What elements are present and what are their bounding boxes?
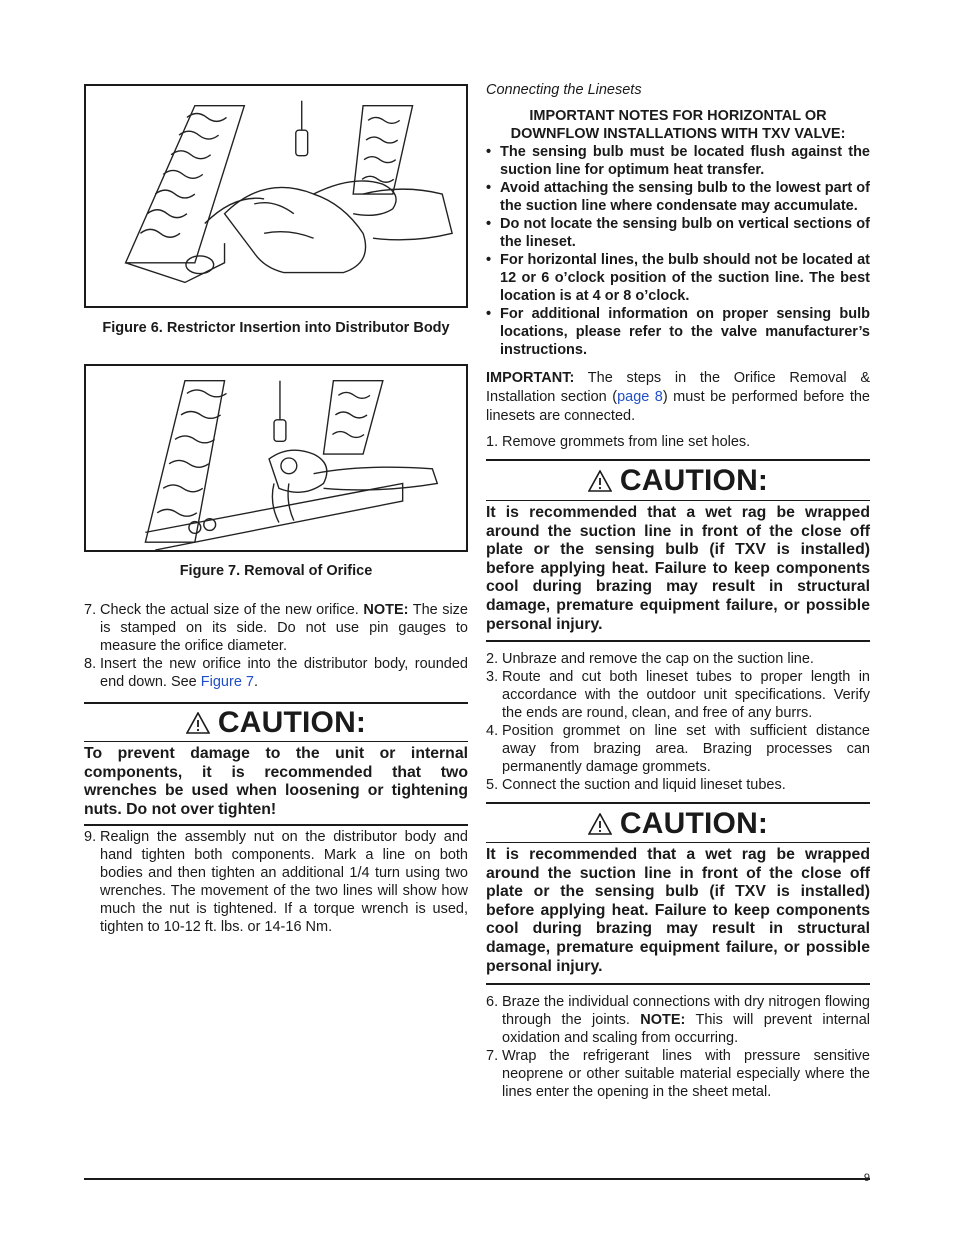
caution-1-text: To prevent damage to the unit or internal components, it is recommended that two wrenches be used when loosening or tightening nuts. Do not over tighten! <box>84 745 468 818</box>
warning-triangle-icon <box>186 712 210 734</box>
list-item: 3. Route and cut both lineset tubes to proper length in accordance with the outdoor unit specifications. Verify the ends are round, clean, and free of any burrs. <box>486 669 870 721</box>
list-item: 6. Braze the individual connections with dry nitrogen flowing through the joints. NOTE: This will prevent internal oxidation and scaling from occurring. <box>486 994 870 1046</box>
list-item: 7. Wrap the refrigerant lines with pressure sensitive neoprene or other suitable material especially where the lines enter the opening in the sheet metal. <box>486 1048 870 1100</box>
caution-2-bottom-rule <box>486 640 870 642</box>
caution-1-title-rule <box>84 741 468 742</box>
caution-2-title: CAUTION: <box>486 463 870 499</box>
caution-2-title-rule <box>486 500 870 501</box>
list-item: • Avoid attaching the sensing bulb to the lowest part of the suction line where condensate may accumulate. <box>486 179 870 215</box>
caution-3-bottom-rule <box>486 983 870 985</box>
steps-2-5-list <box>486 650 870 794</box>
list-item: 4. Position grommet on line set with sufficient distance away from brazing area. Brazing processes can permanently damage grommets. <box>486 723 870 775</box>
list-item: • For additional information on proper sensing bulb locations, please refer to the valve manufacturer’s instructions. <box>486 305 870 359</box>
caution-1-title: CAUTION: <box>84 705 468 741</box>
caution-3-title: CAUTION: <box>486 806 870 842</box>
figure-6-caption: Figure 6. Restrictor Insertion into Distributor Body <box>102 320 450 336</box>
warning-triangle-icon <box>588 470 612 492</box>
section-title: Connecting the Linesets <box>486 82 642 98</box>
page-8-link[interactable]: page 8 <box>617 389 663 405</box>
list-item: 7. Check the actual size of the new orifice. NOTE: The size is stamped on its side. Do not use pin gauges to measure the orifice diameter. <box>84 602 468 654</box>
step-1-list <box>486 433 870 451</box>
caution-1-bottom-rule <box>84 824 468 826</box>
figure-7-link[interactable]: Figure 7 <box>200 674 254 690</box>
caution-3-top-rule <box>486 802 870 804</box>
important-notes-heading: IMPORTANT NOTES FOR HORIZONTAL OR DOWNFLOW INSTALLATIONS WITH TXV VALVE: <box>510 108 846 142</box>
list-item: • Do not locate the sensing bulb on vertical sections of the lineset. <box>486 215 870 251</box>
caution-2-text: It is recommended that a wet rag be wrapped around the suction line in front of the close off plate or the sensing bulb (if TXV is installed) before applying heat. Failure to keep components cool during brazing may result in structural damage, premature equipment failure, or possible personal injury. <box>486 504 870 633</box>
figure-7-caption: Figure 7. Removal of Orifice <box>179 563 373 579</box>
steps-6-7-list <box>486 993 870 1101</box>
caution-3-title-rule <box>486 842 870 843</box>
list-item: 2. Unbraze and remove the cap on the suction line. <box>486 651 814 667</box>
caution-1-top-rule <box>84 702 468 704</box>
list-item: 9. Realign the assembly nut on the distributor body and hand tighten both components. Mark a line on both bodies and then tighten an additional 1/4 turn using two wrenches. The movement of the two lines will show how much the nut is tightened. If a torque wrench is used, tighten to 10-12 ft. lbs. or 14-16 Nm. <box>84 829 468 935</box>
list-item: 1. Remove grommets from line set holes. <box>486 434 751 450</box>
important-paragraph: IMPORTANT: The steps in the Orifice Removal & Installation section (page 8) must be performed before the linesets are connected. <box>486 370 870 424</box>
figure-7-image <box>84 364 468 552</box>
steps-7-8-list <box>84 601 468 691</box>
list-item: • For horizontal lines, the bulb should not be located at 12 or 6 o’clock position of the suction line. The best location is at 4 or 8 o’clock. <box>486 251 870 305</box>
footer-rule <box>84 1178 870 1180</box>
warning-triangle-icon <box>588 813 612 835</box>
list-item: 8. Insert the new orifice into the distributor body, rounded end down. See Figure 7. <box>84 656 468 690</box>
figure-6-image <box>84 84 468 308</box>
page-number: 9 <box>863 1172 870 1184</box>
caution-3-text: It is recommended that a wet rag be wrapped around the suction line in front of the close off plate or the sensing bulb (if TXV is installed) before applying heat. Failure to keep components cool during brazing may result in structural damage, premature equipment failure, or possible personal injury. <box>486 846 870 975</box>
caution-2-top-rule <box>486 459 870 461</box>
important-notes-list <box>486 143 870 359</box>
list-item: • The sensing bulb must be located flush against the suction line for optimum heat transfer. <box>486 143 870 179</box>
step-9-list <box>84 828 468 936</box>
list-item: 5. Connect the suction and liquid lineset tubes. <box>486 777 786 793</box>
